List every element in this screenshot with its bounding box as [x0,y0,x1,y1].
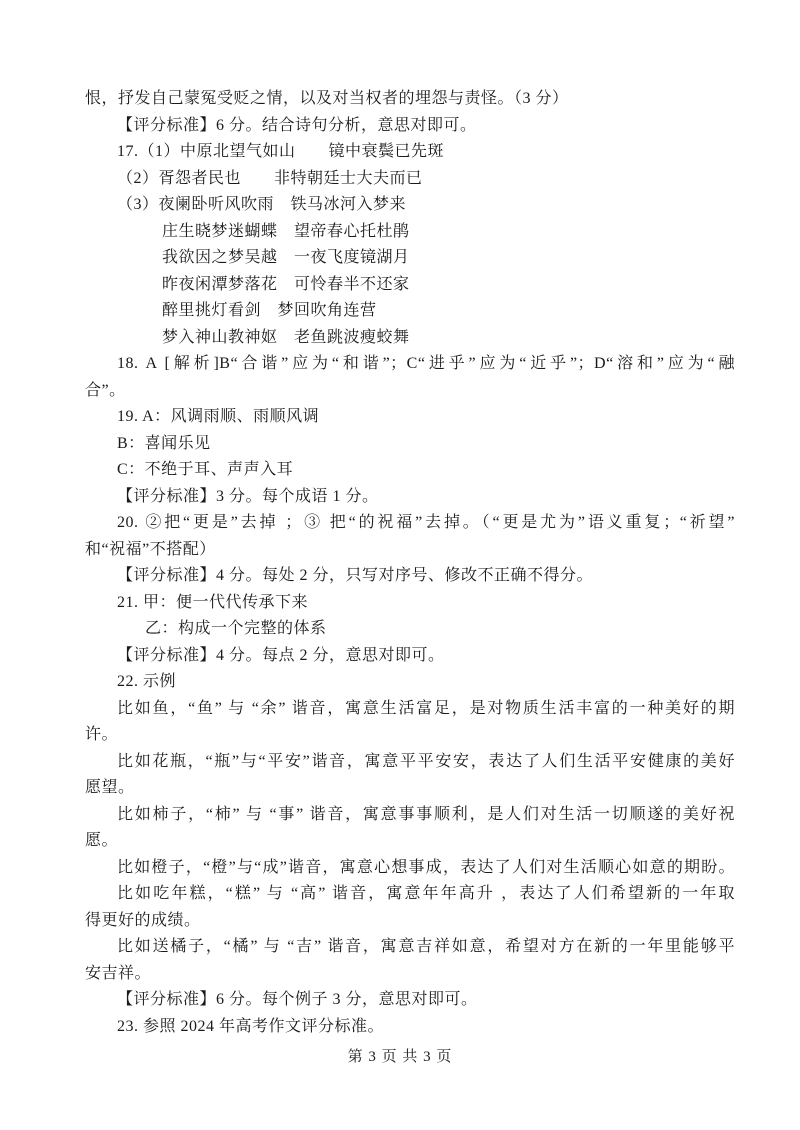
answer-19-a-line: 19. A：风调雨顺、雨顺风调 [117,408,320,425]
answer-21-yi-line: 乙：构成一个完整的体系 [145,620,327,637]
page-footer: 第 3 页 共 3 页 [347,1049,453,1065]
scoring-standard-line: 【评分标准】4 分。每点 2 分，意思对即可。 [117,646,445,664]
answer-22-heading-line: 22. 示例 [117,673,177,690]
example-line: 安吉祥。 [85,964,152,982]
example-line: 比如吃年糕，“糕” 与 “高” 谐音，寓意年年高升 ，表达了人们希望新的一年取 [117,885,735,902]
example-line: 得更好的成绩。 [85,911,201,929]
answer-20-line: 20. ②把“更是”去掉 ；③ 把“的祝福”去掉。（“更是尤为”语义重复；“祈望” [117,514,735,531]
answer-19-b-line: B：喜闻乐见 [117,434,211,452]
scoring-standard-line: 【评分标准】4 分。每处 2 分，只写对序号、修改不正确不得分。 [117,567,594,584]
document-line: 恨，抒发自己蒙冤受贬之情，以及对当权者的埋怨与责怪。（3 分） [85,90,569,107]
example-line: 愿。 [85,832,119,849]
poem-line: 梦入神山教神妪 老鱼跳波瘦蛟舞 [162,328,410,346]
answer-23-line: 23. 参照 2024 年高考作文评分标准。 [117,1017,385,1035]
poem-line: 我欲因之梦吴越 一夜飞度镜湖月 [162,249,410,266]
example-line: 许。 [85,726,119,743]
answer-17-2-line: （2）胥怨者民也 非特朝廷士大夫而已 [117,169,423,187]
example-line: 比如送橘子，“橘” 与 “吉” 谐音，寓意吉祥如意，希望对方在新的一年里能够平 [117,938,735,955]
poem-line: 醉里挑灯看剑 梦回吹角连营 [162,302,377,319]
example-line: 比如橙子，“橙”与“成”谐音，寓意心想事成，表达了人们对生活顺心如意的期盼。 [117,858,735,876]
answer-text-block [85,86,735,1040]
example-line: 比如鱼，“鱼” 与 “余” 谐音，寓意生活富足，是对物质生活丰富的一种美好的期 [117,699,735,717]
example-line: 比如柿子，“柿” 与 “事” 谐音，寓意事事顺利，是人们对生活一切顺遂的美好祝 [117,805,735,823]
answer-17-3-line: （3）夜阑卧听风吹雨 铁马冰河入梦来 [117,196,407,213]
scoring-standard-line: 【评分标准】3 分。每个成语 1 分。 [117,487,379,505]
scoring-standard-line: 【评分标准】6 分。每个例子 3 分，意思对即可。 [117,991,478,1008]
example-line: 比如花瓶，“瓶”与“平安”谐音，寓意平平安安，表达了人们生活平安健康的美好 [117,752,735,770]
answer-20-line: 和“祝福”不搭配） [85,540,216,558]
poem-line: 庄生晓梦迷蝴蝶 望帝春心托杜鹃 [162,222,410,240]
poem-line: 昨夜闲潭梦落花 可怜春半不还家 [162,275,410,293]
scoring-standard-line: 【评分标准】6 分。结合诗句分析，意思对即可。 [117,116,477,134]
answer-21-jia-line: 21. 甲：便一代代传承下来 [117,593,309,611]
answer-17-1-line: 17.（1）中原北望气如山 镜中衰鬓已先斑 [117,143,445,160]
answer-18-line: 18. A [解析]B“合谐”应为“和谐”；C“进乎”应为“近乎”；D“溶和”应为“融 [117,355,735,372]
example-line: 愿望。 [85,779,135,796]
answer-18-line: 合”。 [85,381,126,399]
answer-19-c-line: C：不绝于耳、声声入耳 [117,461,294,478]
